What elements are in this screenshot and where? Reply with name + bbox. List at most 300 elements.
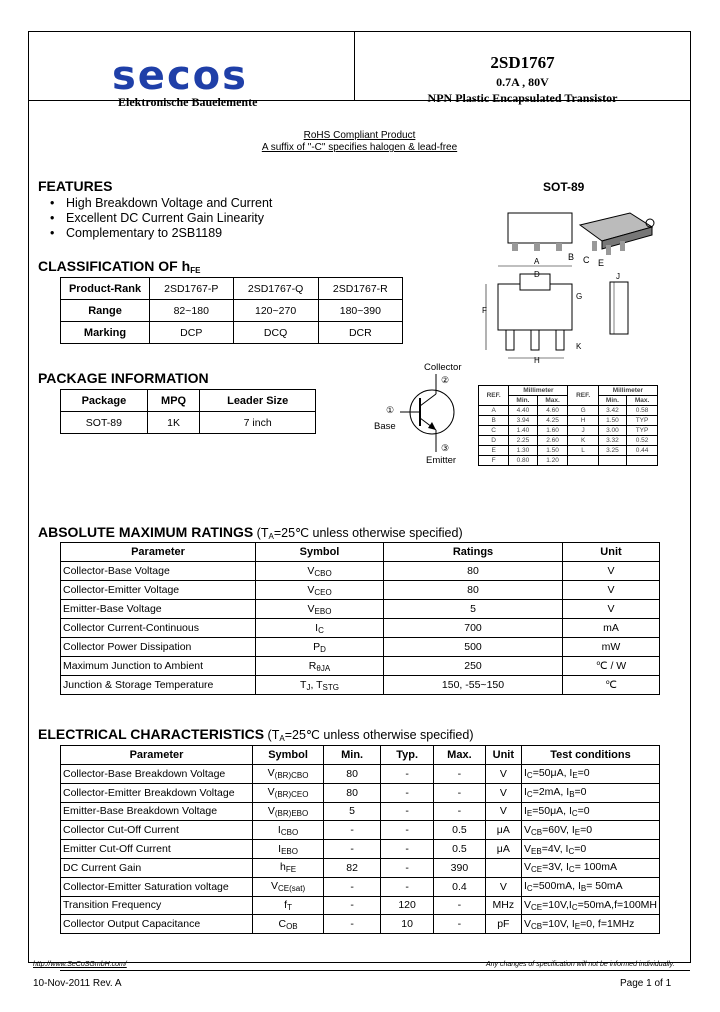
text: V bbox=[524, 842, 532, 855]
symbol-cell bbox=[256, 562, 384, 581]
dim-cell: 2.25 bbox=[509, 436, 537, 446]
table-row bbox=[61, 802, 660, 821]
subscript: E bbox=[574, 827, 581, 837]
pin-3-label: ③ bbox=[441, 443, 450, 453]
subscript: CBO bbox=[280, 827, 299, 837]
max-cell: 0.5 bbox=[434, 840, 485, 859]
dim-header: Millimeter bbox=[509, 386, 568, 396]
dim-cell: 2.60 bbox=[537, 436, 568, 446]
symbol-cell bbox=[252, 821, 323, 840]
dim-subheader: Max. bbox=[537, 396, 568, 406]
unit-cell bbox=[485, 858, 521, 877]
table-row bbox=[61, 657, 660, 676]
range-cell: 180~390 bbox=[318, 300, 402, 322]
abs-max-header: Unit bbox=[563, 543, 660, 562]
elec-title: ELECTRICAL CHARACTERISTICS ($T_A=25℃$ unless otherwise specified) bbox=[38, 726, 474, 743]
subscript: C bbox=[526, 790, 533, 800]
text: V bbox=[270, 880, 278, 893]
typ-cell: - bbox=[381, 765, 434, 784]
table-row bbox=[61, 619, 660, 638]
abs-max-table bbox=[60, 542, 660, 695]
param-cell: Collector Output Capacitance bbox=[61, 915, 253, 934]
marking-cell: DCP bbox=[150, 322, 234, 344]
unit-cell: ℃ bbox=[563, 676, 660, 695]
part-rating: 0.7A , 80V bbox=[496, 75, 549, 89]
symbol-cell bbox=[252, 877, 323, 896]
dim-row bbox=[479, 456, 658, 466]
outline-label-b: B bbox=[568, 252, 575, 262]
param-cell: DC Current Gain bbox=[61, 858, 253, 877]
subscript: CBO bbox=[314, 568, 332, 578]
rating-cell: 700 bbox=[384, 619, 563, 638]
features-title: FEATURES bbox=[38, 178, 113, 194]
typ-cell: - bbox=[381, 858, 434, 877]
table-row bbox=[61, 896, 660, 915]
dim-cell: 3.25 bbox=[598, 446, 626, 456]
subscript: CE(sat) bbox=[278, 884, 306, 894]
typ-cell: 120 bbox=[381, 896, 434, 915]
dim-cell: 3.42 bbox=[598, 406, 626, 416]
abs-max-header: Ratings bbox=[384, 543, 563, 562]
abs-max-title: ABSOLUTE MAXIMUM RATINGS ($T_A=25℃$ unless otherwise specified) bbox=[38, 524, 463, 541]
param-cell: Emitter Cut-Off Current bbox=[61, 840, 253, 859]
text: , T bbox=[310, 678, 323, 691]
condition-cell bbox=[522, 821, 660, 840]
min-cell: 80 bbox=[324, 765, 381, 784]
package-cell: SOT-89 bbox=[61, 412, 148, 434]
part-description: NPN Plastic Encapsulated Transistor bbox=[427, 91, 618, 105]
table-row bbox=[61, 676, 660, 695]
text: V bbox=[307, 602, 315, 615]
rank-cell: 2SD1767-P bbox=[150, 278, 234, 300]
outline-label-c: C bbox=[583, 255, 590, 265]
unit-cell: V bbox=[485, 783, 521, 802]
text: V bbox=[524, 861, 532, 874]
base-label: Base bbox=[374, 421, 396, 432]
footer-disclaimer: Any changes of specification will not be informed individually. bbox=[486, 961, 675, 968]
package-label: SOT-89 bbox=[543, 180, 585, 194]
text: =50μA, I bbox=[532, 804, 572, 817]
elec-table bbox=[60, 745, 660, 934]
max-cell: - bbox=[434, 765, 485, 784]
text: I bbox=[524, 880, 527, 893]
transistor-symbol bbox=[386, 370, 466, 460]
package-3d-drawing bbox=[500, 205, 660, 265]
rating-cell: 250 bbox=[384, 657, 563, 676]
table-row bbox=[61, 783, 660, 802]
outline-label-e: E bbox=[598, 258, 605, 268]
dim-cell: TYP bbox=[627, 426, 658, 436]
text: =0 bbox=[577, 767, 590, 780]
symbol-cell bbox=[256, 638, 384, 657]
subscript: D bbox=[320, 644, 326, 654]
dim-cell: A bbox=[479, 406, 509, 416]
param-cell: Collector-Base Voltage bbox=[61, 562, 256, 581]
param-cell: Collector Cut-Off Current bbox=[61, 821, 253, 840]
text: = 50mA bbox=[586, 880, 623, 893]
dimensions-table bbox=[478, 385, 658, 466]
dim-cell: 0.58 bbox=[627, 406, 658, 416]
subscript: E bbox=[574, 921, 581, 931]
subscript: E bbox=[572, 771, 578, 781]
subscript: CB bbox=[531, 921, 543, 931]
table-row bbox=[61, 840, 660, 859]
feature-item: • Excellent DC Current Gain Linearity bbox=[50, 211, 264, 225]
typ-cell: - bbox=[381, 877, 434, 896]
dim-header: REF. bbox=[479, 386, 509, 406]
marking-cell: DCQ bbox=[233, 322, 318, 344]
min-cell: - bbox=[324, 896, 381, 915]
dim-cell bbox=[598, 456, 626, 466]
subscript: EBO bbox=[281, 846, 298, 856]
min-cell: 5 bbox=[324, 802, 381, 821]
subscript: C bbox=[526, 771, 533, 781]
symbol-cell bbox=[252, 802, 323, 821]
param-cell: Maximum Junction to Ambient bbox=[61, 657, 256, 676]
elec-header: Typ. bbox=[381, 746, 434, 765]
unit-cell: MHz bbox=[485, 896, 521, 915]
text: =0 bbox=[580, 823, 593, 836]
rohs-line1: RoHS Compliant Product bbox=[303, 130, 416, 141]
rating-cell: 150, -55~150 bbox=[384, 676, 563, 695]
text: I bbox=[524, 767, 527, 780]
dim-cell: H bbox=[568, 416, 598, 426]
typ-cell: - bbox=[381, 802, 434, 821]
param-cell: Transition Frequency bbox=[61, 896, 253, 915]
dim-cell: 1.60 bbox=[537, 426, 568, 436]
rohs-line2: A suffix of "-C" specifies halogen & lead-free bbox=[261, 142, 458, 153]
dim-cell: F bbox=[479, 456, 509, 466]
condition-cell bbox=[522, 877, 660, 896]
symbol-cell bbox=[252, 783, 323, 802]
elec-header: Test conditions bbox=[522, 746, 660, 765]
text: f bbox=[284, 898, 288, 911]
symbol-cell bbox=[252, 840, 323, 859]
elec-header: Min. bbox=[324, 746, 381, 765]
dim-subheader: Max. bbox=[627, 396, 658, 406]
max-cell: 0.4 bbox=[434, 877, 485, 896]
symbol-cell bbox=[252, 765, 323, 784]
dim-cell: 1.50 bbox=[537, 446, 568, 456]
param-cell: Emitter-Base Voltage bbox=[61, 600, 256, 619]
param-cell: Junction & Storage Temperature bbox=[61, 676, 256, 695]
dim-cell: 1.50 bbox=[598, 416, 626, 426]
dim-cell: L bbox=[568, 446, 598, 456]
collector-label: Collector bbox=[424, 362, 462, 373]
elec-header: Symbol bbox=[252, 746, 323, 765]
param-cell: Collector-Emitter Breakdown Voltage bbox=[61, 783, 253, 802]
footer-divider bbox=[60, 970, 690, 971]
text: =50μA, I bbox=[532, 767, 573, 780]
max-cell: 390 bbox=[434, 858, 485, 877]
table-row bbox=[61, 877, 660, 896]
outline-label-h: H bbox=[534, 356, 540, 365]
min-cell: 80 bbox=[324, 783, 381, 802]
subscript: FE bbox=[285, 865, 297, 875]
condition-cell bbox=[522, 858, 660, 877]
row-label: Range bbox=[61, 300, 150, 322]
outline-label-a: A bbox=[534, 257, 540, 266]
dim-cell: 0.52 bbox=[627, 436, 658, 446]
outline-label-d: D bbox=[534, 270, 540, 279]
abs-max-header: Parameter bbox=[61, 543, 256, 562]
dim-header: REF. bbox=[568, 386, 598, 406]
param-cell: Collector-Emitter Voltage bbox=[61, 581, 256, 600]
package-header: MPQ bbox=[147, 390, 200, 412]
unit-cell: μA bbox=[485, 840, 521, 859]
subscript: (BR)CEO bbox=[274, 790, 309, 800]
typ-cell: - bbox=[381, 840, 434, 859]
condition-cell bbox=[522, 802, 660, 821]
pin-2-label: ② bbox=[441, 375, 450, 385]
param-cell: Collector Power Dissipation bbox=[61, 638, 256, 657]
unit-cell: V bbox=[485, 877, 521, 896]
dim-cell: 1.40 bbox=[509, 426, 537, 436]
unit-cell: V bbox=[563, 562, 660, 581]
dim-row bbox=[479, 426, 658, 436]
dim-header: Millimeter bbox=[598, 386, 657, 396]
dim-row bbox=[479, 416, 658, 426]
max-cell: - bbox=[434, 915, 485, 934]
param-cell: Collector Current-Continuous bbox=[61, 619, 256, 638]
text: T bbox=[300, 678, 307, 691]
unit-cell: mW bbox=[563, 638, 660, 657]
dim-cell: B bbox=[479, 416, 509, 426]
text: =60V, I bbox=[542, 823, 575, 836]
text: =0 bbox=[574, 786, 587, 799]
table-row bbox=[61, 581, 660, 600]
table-row bbox=[61, 562, 660, 581]
table-row bbox=[61, 858, 660, 877]
footer-page: Page 1 of 1 bbox=[620, 978, 672, 989]
unit-cell: mA bbox=[563, 619, 660, 638]
subscript: EBO bbox=[314, 606, 332, 616]
dim-row bbox=[479, 446, 658, 456]
table-row bbox=[61, 915, 660, 934]
company-logo: secos bbox=[112, 53, 248, 99]
symbol-cell bbox=[256, 676, 384, 695]
text: I bbox=[315, 621, 319, 634]
text: =2mA, I bbox=[532, 786, 570, 799]
dim-cell: 3.32 bbox=[598, 436, 626, 446]
table-row bbox=[61, 638, 660, 657]
text: I bbox=[278, 842, 282, 855]
symbol-cell bbox=[252, 858, 323, 877]
text: =0 bbox=[574, 842, 587, 855]
subscript: CE bbox=[531, 865, 543, 875]
package-outline-drawing bbox=[478, 262, 658, 367]
symbol-cell bbox=[252, 915, 323, 934]
unit-cell: V bbox=[563, 600, 660, 619]
max-cell: - bbox=[434, 802, 485, 821]
feature-item: • Complementary to 2SB1189 bbox=[50, 226, 223, 240]
dim-row bbox=[479, 436, 658, 446]
package-info-table bbox=[60, 389, 316, 434]
outline-label-g: G bbox=[576, 292, 583, 301]
dim-cell: 1.20 bbox=[537, 456, 568, 466]
rank-cell: 2SD1767-Q bbox=[233, 278, 318, 300]
condition-cell bbox=[522, 915, 660, 934]
subscript: C bbox=[568, 846, 575, 856]
text: = 100mA bbox=[574, 861, 618, 874]
package-header: Package bbox=[61, 390, 148, 412]
pin-1-label: ① bbox=[386, 405, 395, 415]
typ-cell: - bbox=[381, 821, 434, 840]
subscript: CEO bbox=[314, 587, 332, 597]
text: =3V, I bbox=[542, 861, 569, 874]
table-row bbox=[61, 600, 660, 619]
dim-cell: 1.30 bbox=[509, 446, 537, 456]
table-row bbox=[61, 821, 660, 840]
emitter-label: Emitter bbox=[426, 455, 457, 466]
min-cell: - bbox=[324, 915, 381, 934]
text: V bbox=[307, 583, 315, 596]
symbol-cell bbox=[252, 896, 323, 915]
text: V bbox=[524, 917, 532, 930]
subscript: (BR)CBO bbox=[274, 771, 309, 781]
rating-cell: 80 bbox=[384, 562, 563, 581]
footer-date: 10-Nov-2011 Rev. A bbox=[33, 978, 122, 989]
subscript: E bbox=[526, 808, 533, 818]
outline-label-k: K bbox=[576, 342, 582, 351]
dim-cell: 0.44 bbox=[627, 446, 658, 456]
dim-subheader: Min. bbox=[598, 396, 626, 406]
unit-cell: V bbox=[563, 581, 660, 600]
text: =0, f=1MHz bbox=[580, 917, 635, 930]
rank-cell: 2SD1767-R bbox=[318, 278, 402, 300]
rating-cell: 80 bbox=[384, 581, 563, 600]
dim-row bbox=[479, 406, 658, 416]
min-cell: - bbox=[324, 840, 381, 859]
text: =4V, I bbox=[541, 842, 569, 855]
dim-cell: TYP bbox=[627, 416, 658, 426]
subscript: J bbox=[306, 682, 311, 692]
condition-cell bbox=[522, 765, 660, 784]
row-label: Marking bbox=[61, 322, 150, 344]
subscript: B bbox=[580, 884, 587, 894]
rating-cell: 500 bbox=[384, 638, 563, 657]
subscript: CE bbox=[531, 902, 543, 912]
dim-cell: 3.94 bbox=[509, 416, 537, 426]
subscript: C bbox=[571, 902, 578, 912]
unit-cell: V bbox=[485, 802, 521, 821]
outline-label-j: J bbox=[616, 272, 620, 281]
text: R bbox=[308, 659, 317, 672]
package-header: Leader Size bbox=[200, 390, 316, 412]
unit-cell: μA bbox=[485, 821, 521, 840]
param-cell: Emitter-Base Breakdown Voltage bbox=[61, 802, 253, 821]
text: =10V,I bbox=[542, 898, 572, 911]
subscript: STG bbox=[322, 682, 339, 692]
rating-cell: 5 bbox=[384, 600, 563, 619]
param-cell: Collector-Base Breakdown Voltage bbox=[61, 765, 253, 784]
unit-cell: pF bbox=[485, 915, 521, 934]
text: V bbox=[524, 823, 532, 836]
symbol-cell bbox=[256, 657, 384, 676]
dim-cell bbox=[627, 456, 658, 466]
outline-label-f: F bbox=[482, 306, 487, 315]
condition-cell bbox=[522, 783, 660, 802]
elec-header: Unit bbox=[485, 746, 521, 765]
classification-table bbox=[60, 277, 403, 344]
subscript: (BR)EBO bbox=[274, 808, 309, 818]
unit-cell: ℃ / W bbox=[563, 657, 660, 676]
subscript: C bbox=[318, 625, 324, 635]
symbol-cell bbox=[256, 600, 384, 619]
text: V bbox=[267, 804, 275, 817]
elec-header: Max. bbox=[434, 746, 485, 765]
text: V bbox=[267, 767, 275, 780]
max-cell: - bbox=[434, 896, 485, 915]
table-row bbox=[61, 765, 660, 784]
param-cell: Collector-Emitter Saturation voltage bbox=[61, 877, 253, 896]
subscript: C bbox=[571, 808, 578, 818]
dim-cell: D bbox=[479, 436, 509, 446]
subscript: B bbox=[569, 790, 575, 800]
text: V bbox=[307, 564, 315, 577]
typ-cell: 10 bbox=[381, 915, 434, 934]
package-cell: 1K bbox=[147, 412, 200, 434]
subscript: T bbox=[287, 902, 292, 912]
marking-cell: DCR bbox=[318, 322, 402, 344]
text: =500mA, I bbox=[532, 880, 581, 893]
dim-cell: C bbox=[479, 426, 509, 436]
text: V bbox=[524, 898, 532, 911]
text: I bbox=[524, 786, 527, 799]
min-cell: 82 bbox=[324, 858, 381, 877]
row-label: Product-Rank bbox=[61, 278, 150, 300]
text: h bbox=[280, 861, 286, 874]
package-info-title: PACKAGE INFORMATION bbox=[38, 370, 209, 386]
dim-cell bbox=[568, 456, 598, 466]
min-cell: - bbox=[324, 821, 381, 840]
dim-cell: 4.25 bbox=[537, 416, 568, 426]
typ-cell: - bbox=[381, 783, 434, 802]
subscript: OB bbox=[286, 921, 298, 931]
dim-cell: 0.80 bbox=[509, 456, 537, 466]
package-cell: 7 inch bbox=[200, 412, 316, 434]
subscript: EB bbox=[531, 846, 542, 856]
dim-cell: E bbox=[479, 446, 509, 456]
text: =50mA,f=100MH bbox=[577, 898, 657, 911]
symbol-cell bbox=[256, 619, 384, 638]
company-subtitle: Elektronische Bauelemente bbox=[118, 95, 258, 109]
classification-title: CLASSIFICATION OF $h_{FE}$ bbox=[38, 258, 201, 275]
subscript: θJA bbox=[316, 663, 331, 673]
condition-cell bbox=[522, 840, 660, 859]
text: I bbox=[524, 804, 527, 817]
text: =10V, I bbox=[542, 917, 575, 930]
text: C bbox=[278, 917, 287, 930]
condition-cell bbox=[522, 896, 660, 915]
min-cell: - bbox=[324, 877, 381, 896]
symbol-cell bbox=[256, 581, 384, 600]
range-cell: 82~180 bbox=[150, 300, 234, 322]
dim-cell: 3.00 bbox=[598, 426, 626, 436]
max-cell: - bbox=[434, 783, 485, 802]
dim-cell: J bbox=[568, 426, 598, 436]
dim-subheader: Min. bbox=[509, 396, 537, 406]
unit-cell: V bbox=[485, 765, 521, 784]
text: P bbox=[313, 640, 321, 653]
footer-url[interactable]: http://www.SeCoSGmbH.com/ bbox=[33, 961, 127, 968]
dim-cell: 4.40 bbox=[509, 406, 537, 416]
subscript: CB bbox=[531, 827, 543, 837]
range-cell: 120~270 bbox=[233, 300, 318, 322]
text: V bbox=[267, 786, 275, 799]
feature-item: • High Breakdown Voltage and Current bbox=[50, 196, 273, 210]
dim-cell: K bbox=[568, 436, 598, 446]
